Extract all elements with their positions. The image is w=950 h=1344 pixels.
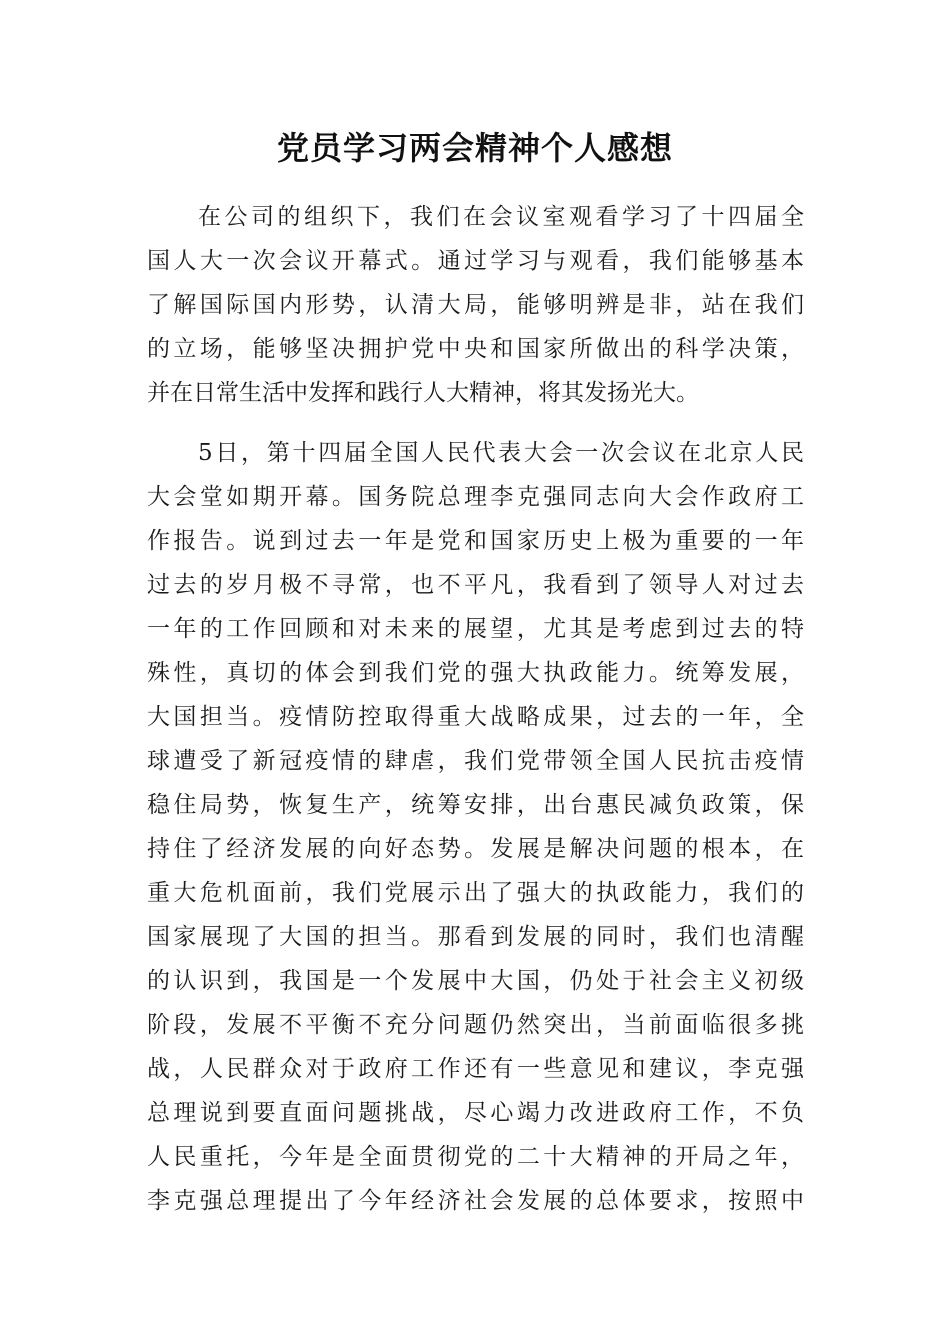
paragraph-1-line-1: 在公司的组织下，我们在会议室观看学习了十四届全: [198, 204, 804, 230]
paragraph-2-line-11: 重大危机面前，我们党展示出了强大的执政能力，我们的: [147, 880, 804, 906]
paragraph-2-line-2: 大会堂如期开幕。国务院总理李克强同志向大会作政府工: [147, 484, 804, 510]
paragraph-2-line-9: 稳住局势，恢复生产，统筹安排，出台惠民减负政策，保: [147, 792, 804, 818]
paragraph-2-line-7: 大国担当。疫情防控取得重大战略成果，过去的一年，全: [147, 704, 804, 730]
paragraph-2-line-1: 5日，第十四届全国人民代表大会一次会议在北京人民: [198, 440, 804, 466]
paragraph-2-line-18: 李克强总理提出了今年经济社会发展的总体要求，按照中: [147, 1188, 804, 1214]
paragraph-2-line-12: 国家展现了大国的担当。那看到发展的同时，我们也清醒: [147, 924, 804, 950]
paragraph-2-line-14: 阶段，发展不平衡不充分问题仍然突出，当前面临很多挑: [147, 1012, 804, 1038]
paragraph-2-line-8: 球遭受了新冠疫情的肆虐，我们党带领全国人民抗击疫情: [147, 748, 804, 774]
paragraph-2-line-6: 殊性，真切的体会到我们党的强大执政能力。统筹发展，: [147, 660, 804, 686]
paragraph-2-line-10: 持住了经济发展的向好态势。发展是解决问题的根本，在: [147, 836, 804, 862]
paragraph-1-line-4: 的立场，能够坚决拥护党中央和国家所做出的科学决策，: [147, 336, 804, 362]
document-title: 党员学习两会精神个人感想: [276, 129, 673, 167]
paragraph-2-line-16: 总理说到要直面问题挑战，尽心竭力改进政府工作，不负: [147, 1100, 804, 1126]
paragraph-2-line-3: 作报告。说到过去一年是党和国家历史上极为重要的一年: [147, 528, 804, 554]
paragraph-1-line-3: 了解国际国内形势，认清大局，能够明辨是非，站在我们: [147, 292, 804, 318]
paragraph-2-line-15: 战，人民群众对于政府工作还有一些意见和建议，李克强: [147, 1056, 804, 1082]
paragraph-2-line-5: 一年的工作回顾和对未来的展望，尤其是考虑到过去的特: [147, 616, 804, 642]
paragraph-1-line-2: 国人大一次会议开幕式。通过学习与观看，我们能够基本: [147, 248, 804, 274]
paragraph-2-line-4: 过去的岁月极不寻常，也不平凡，我看到了领导人对过去: [147, 572, 804, 598]
paragraph-2-line-17: 人民重托，今年是全面贯彻党的二十大精神的开局之年，: [147, 1144, 804, 1170]
paragraph-1-line-5: 并在日常生活中发挥和践行人大精神，将其发扬光大。: [147, 380, 699, 406]
paragraph-2-line-13: 的认识到，我国是一个发展中大国，仍处于社会主义初级: [147, 968, 804, 994]
